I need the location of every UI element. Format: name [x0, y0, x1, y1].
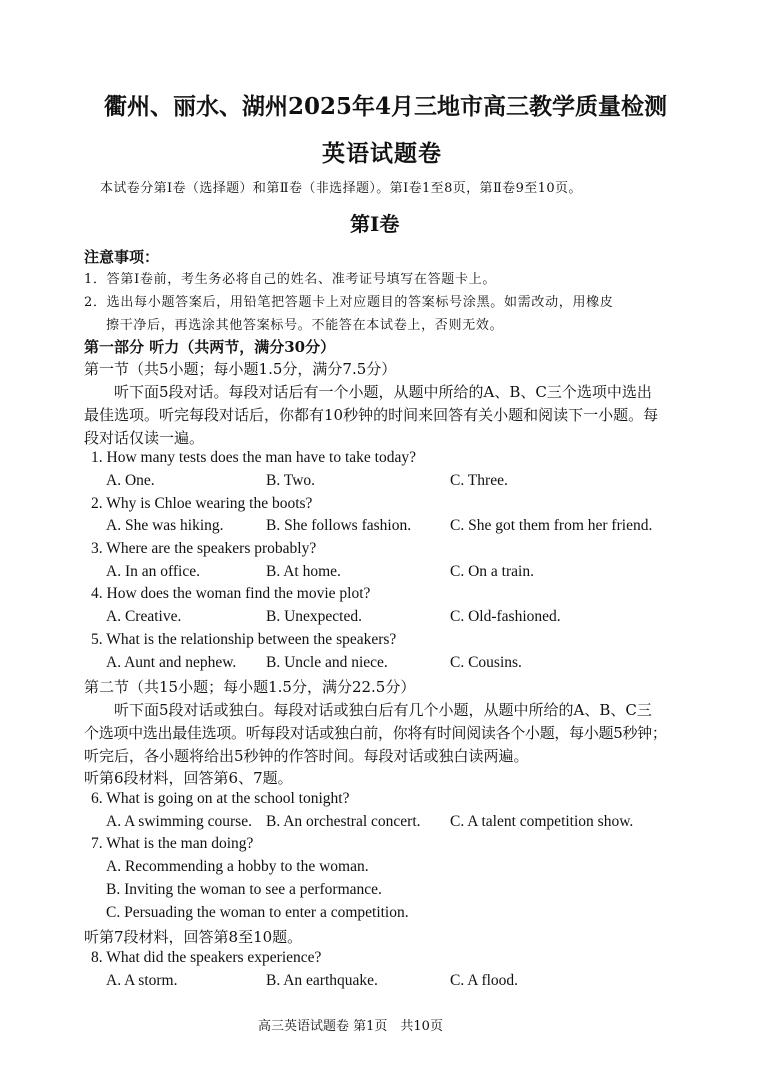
section1-instruction-cont: 最佳选项。听完每段对话后，你都有10秒钟的时间来回答有关小题和阅读下一小题。每 — [84, 406, 659, 424]
section2-instruction: 听下面5段对话或独白。每段对话或独白后有几个小题，从题中所给的A、B、C三 — [114, 701, 652, 719]
question-7: 7. What is the man doing? — [91, 835, 254, 852]
q3-option-c: C. On a train. — [450, 563, 534, 580]
part1-heading: 第一部分 听力（共两节，满分30分） — [84, 338, 336, 356]
question-1: 1. How many tests does the man have to take today? — [91, 449, 416, 466]
q8-option-a: A. A storm. — [106, 972, 178, 989]
q2-option-b: B. She follows fashion. — [266, 517, 412, 534]
exam-intro: 本试卷分第Ⅰ卷（选择题）和第Ⅱ卷（非选择题）。第Ⅰ卷1至8页，第Ⅱ卷9至10页。 — [100, 181, 582, 196]
q3-option-b: B. At home. — [266, 563, 341, 580]
q5-option-b: B. Uncle and niece. — [266, 654, 388, 671]
volume-heading: 第Ⅰ卷 — [350, 212, 400, 236]
material-6-heading: 听第6段材料，回答第6、7题。 — [84, 769, 293, 787]
q2-option-a: A. She was hiking. — [106, 517, 224, 534]
q6-option-a: A. A swimming course. — [106, 813, 252, 830]
question-2: 2. Why is Chloe wearing the boots? — [91, 495, 313, 512]
section2-instruction-cont: 个选项中选出最佳选项。听每段对话或独白前，你将有时间阅读各个小题，每小题5秒钟； — [84, 724, 667, 742]
page-footer: 高三英语试题卷 第1页 共10页 — [258, 1019, 443, 1034]
question-3: 3. Where are the speakers probably? — [91, 540, 317, 557]
exam-subtitle: 英语试题卷 — [322, 140, 442, 167]
notes-item-2: 2．选出每小题答案后，用铅笔把答题卡上对应题目的答案标号涂黑。如需改动，用橡皮 — [84, 295, 614, 310]
q3-option-a: A. In an office. — [106, 563, 200, 580]
q7-option-c: C. Persuading the woman to enter a competition. — [106, 904, 409, 921]
q5-option-a: A. Aunt and nephew. — [106, 654, 237, 671]
q2-option-c: C. She got them from her friend. — [450, 517, 653, 534]
q7-option-b: B. Inviting the woman to see a performance. — [106, 881, 382, 898]
notes-heading: 注意事项： — [84, 248, 160, 266]
q8-option-c: C. A flood. — [450, 972, 519, 989]
q4-option-c: C. Old-fashioned. — [450, 608, 561, 625]
q4-option-a: A. Creative. — [106, 608, 182, 625]
section1-instruction: 听下面5段对话。每段对话后有一个小题，从题中所给的A、B、C三个选项中选出 — [114, 383, 652, 401]
question-6: 6. What is going on at the school tonight? — [91, 790, 350, 807]
question-5: 5. What is the relationship between the speakers? — [91, 631, 397, 648]
q1-option-b: B. Two. — [266, 472, 316, 489]
q7-option-a: A. Recommending a hobby to the woman. — [106, 858, 369, 875]
q5-option-c: C. Cousins. — [450, 654, 522, 671]
question-8: 8. What did the speakers experience? — [91, 949, 322, 966]
section1-instruction-end: 段对话仅读一遍。 — [84, 429, 205, 447]
q1-option-c: C. Three. — [450, 472, 508, 489]
notes-item-2-cont: 擦干净后，再选涂其他答案标号。不能答在本试卷上，否则无效。 — [106, 318, 504, 333]
question-4: 4. How does the woman find the movie plot? — [91, 585, 371, 602]
section2-instruction-end: 听完后，各小题将给出5秒钟的作答时间。每段对话或独白读两遍。 — [84, 747, 529, 765]
q4-option-b: B. Unexpected. — [266, 608, 362, 625]
material-7-heading: 听第7段材料，回答第8至10题。 — [84, 928, 303, 946]
section1-heading: 第一节（共5小题；每小题1.5分，满分7.5分） — [84, 360, 397, 378]
q6-option-c: C. A talent competition show. — [450, 813, 634, 830]
q1-option-a: A. One. — [106, 472, 155, 489]
q6-option-b: B. An orchestral concert. — [266, 813, 421, 830]
section2-heading: 第二节（共15小题；每小题1.5分，满分22.5分） — [84, 678, 416, 696]
notes-item-1: 1．答第Ⅰ卷前，考生务必将自己的姓名、准考证号填写在答题卡上。 — [84, 272, 497, 287]
q8-option-b: B. An earthquake. — [266, 972, 378, 989]
exam-title: 衢州、丽水、湖州2025年4月三地市高三教学质量检测 — [104, 93, 668, 120]
